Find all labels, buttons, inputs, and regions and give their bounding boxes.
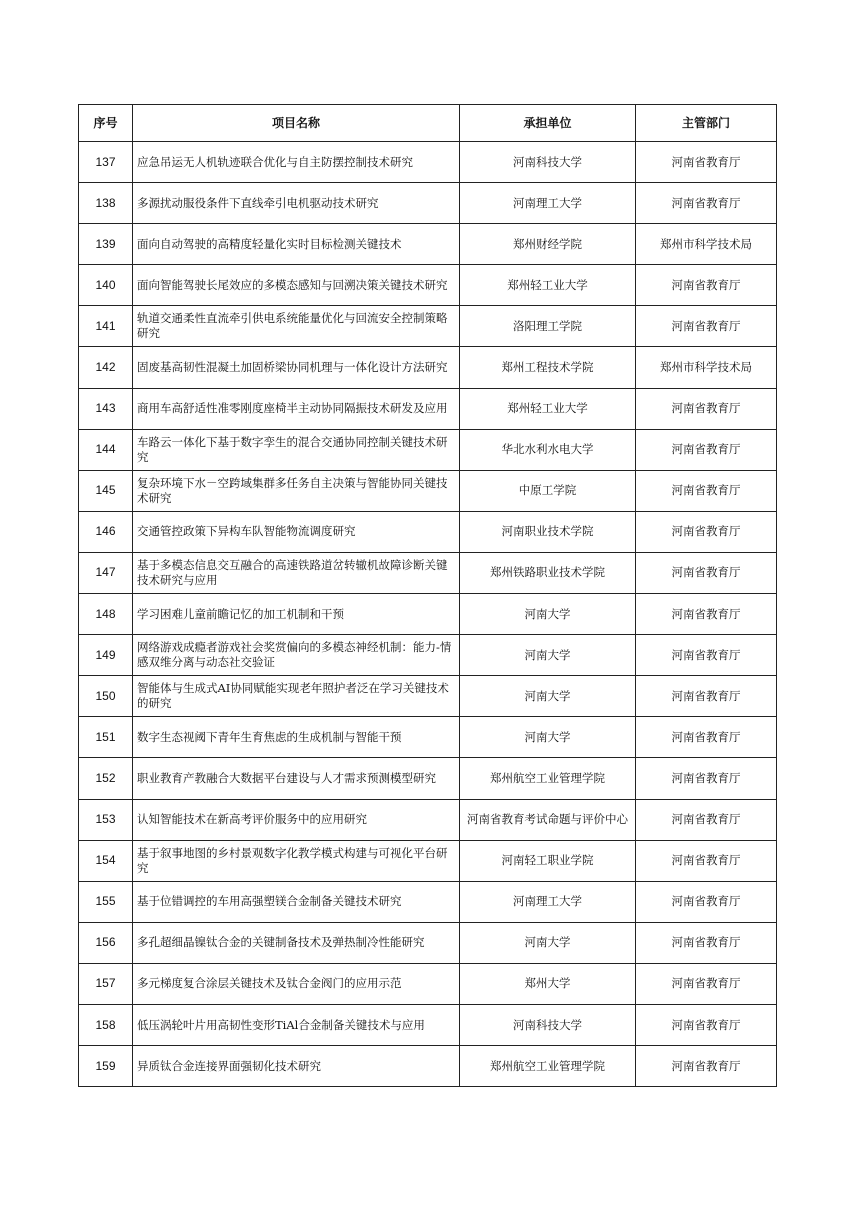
row-undertaking-unit: 华北水利水电大学 xyxy=(460,429,636,470)
row-undertaking-unit: 郑州大学 xyxy=(460,963,636,1004)
header-supervising-dept: 主管部门 xyxy=(636,105,777,142)
row-undertaking-unit: 河南大学 xyxy=(460,922,636,963)
table-row xyxy=(79,676,777,717)
row-undertaking-unit: 河南轻工职业学院 xyxy=(460,840,636,881)
row-project-name: 应急吊运无人机轨迹联合优化与自主防摆控制技术研究 xyxy=(133,142,460,183)
header-undertaking-unit: 承担单位 xyxy=(460,105,636,142)
row-project-name: 复杂环境下水－空跨域集群多任务自主决策与智能协同关键技术研究 xyxy=(133,470,460,511)
row-serial: 148 xyxy=(79,594,133,635)
row-project-name: 车路云一体化下基于数字孪生的混合交通协同控制关键技术研究 xyxy=(133,429,460,470)
row-project-name: 网络游戏成瘾者游戏社会奖赏偏向的多模态神经机制：能力-情感双维分离与动态社交验证 xyxy=(133,635,460,676)
table-row xyxy=(79,347,777,388)
row-supervising-dept: 河南省教育厅 xyxy=(636,429,777,470)
table-row xyxy=(79,1046,777,1087)
table-row xyxy=(79,840,777,881)
row-supervising-dept: 河南省教育厅 xyxy=(636,676,777,717)
row-undertaking-unit: 中原工学院 xyxy=(460,470,636,511)
table-row xyxy=(79,799,777,840)
row-project-name: 学习困难儿童前瞻记忆的加工机制和干预 xyxy=(133,594,460,635)
row-undertaking-unit: 郑州工程技术学院 xyxy=(460,347,636,388)
table-row xyxy=(79,881,777,922)
row-undertaking-unit: 郑州轻工业大学 xyxy=(460,265,636,306)
row-undertaking-unit: 河南大学 xyxy=(460,717,636,758)
row-supervising-dept: 河南省教育厅 xyxy=(636,717,777,758)
table-row xyxy=(79,142,777,183)
row-project-name: 多孔超细晶镍钛合金的关键制备技术及弹热制冷性能研究 xyxy=(133,922,460,963)
row-serial: 141 xyxy=(79,306,133,347)
row-project-name: 智能体与生成式AI协同赋能实现老年照护者泛在学习关键技术的研究 xyxy=(133,676,460,717)
row-undertaking-unit: 河南科技大学 xyxy=(460,142,636,183)
row-serial: 152 xyxy=(79,758,133,799)
table-row xyxy=(79,963,777,1004)
row-project-name: 异质钛合金连接界面强韧化技术研究 xyxy=(133,1046,460,1087)
row-undertaking-unit: 河南科技大学 xyxy=(460,1004,636,1045)
row-supervising-dept: 河南省教育厅 xyxy=(636,594,777,635)
row-supervising-dept: 郑州市科学技术局 xyxy=(636,224,777,265)
row-serial: 150 xyxy=(79,676,133,717)
table-row xyxy=(79,552,777,593)
row-undertaking-unit: 郑州航空工业管理学院 xyxy=(460,758,636,799)
row-supervising-dept: 河南省教育厅 xyxy=(636,183,777,224)
row-project-name: 面向自动驾驶的高精度轻量化实时目标检测关键技术 xyxy=(133,224,460,265)
row-project-name: 低压涡轮叶片用高韧性变形TiAl合金制备关键技术与应用 xyxy=(133,1004,460,1045)
row-undertaking-unit: 河南理工大学 xyxy=(460,881,636,922)
row-project-name: 基于叙事地图的乡村景观数字化教学模式构建与可视化平台研究 xyxy=(133,840,460,881)
row-serial: 147 xyxy=(79,552,133,593)
row-supervising-dept: 河南省教育厅 xyxy=(636,922,777,963)
row-serial: 157 xyxy=(79,963,133,1004)
row-project-name: 轨道交通柔性直流牵引供电系统能量优化与回流安全控制策略研究 xyxy=(133,306,460,347)
row-supervising-dept: 河南省教育厅 xyxy=(636,758,777,799)
row-serial: 143 xyxy=(79,388,133,429)
row-serial: 146 xyxy=(79,511,133,552)
table-body xyxy=(79,142,777,1087)
header-serial: 序号 xyxy=(79,105,133,142)
header-project-name: 项目名称 xyxy=(133,105,460,142)
table-row xyxy=(79,306,777,347)
table-row xyxy=(79,717,777,758)
table-header-row xyxy=(79,105,777,142)
row-serial: 138 xyxy=(79,183,133,224)
row-project-name: 多源扰动服役条件下直线牵引电机驱动技术研究 xyxy=(133,183,460,224)
table-row xyxy=(79,429,777,470)
row-supervising-dept: 河南省教育厅 xyxy=(636,1046,777,1087)
row-undertaking-unit: 河南职业技术学院 xyxy=(460,511,636,552)
row-supervising-dept: 河南省教育厅 xyxy=(636,142,777,183)
row-project-name: 认知智能技术在新高考评价服务中的应用研究 xyxy=(133,799,460,840)
row-supervising-dept: 河南省教育厅 xyxy=(636,799,777,840)
row-serial: 159 xyxy=(79,1046,133,1087)
row-serial: 151 xyxy=(79,717,133,758)
row-undertaking-unit: 河南省教育考试命题与评价中心 xyxy=(460,799,636,840)
row-undertaking-unit: 河南大学 xyxy=(460,676,636,717)
table-row xyxy=(79,922,777,963)
row-project-name: 商用车高舒适性准零刚度座椅半主动协同隔振技术研发及应用 xyxy=(133,388,460,429)
row-project-name: 数字生态视阈下青年生育焦虑的生成机制与智能干预 xyxy=(133,717,460,758)
row-serial: 156 xyxy=(79,922,133,963)
row-supervising-dept: 河南省教育厅 xyxy=(636,265,777,306)
table-row xyxy=(79,511,777,552)
row-supervising-dept: 河南省教育厅 xyxy=(636,388,777,429)
row-project-name: 多元梯度复合涂层关键技术及钛合金阀门的应用示范 xyxy=(133,963,460,1004)
row-undertaking-unit: 郑州轻工业大学 xyxy=(460,388,636,429)
row-serial: 140 xyxy=(79,265,133,306)
row-serial: 155 xyxy=(79,881,133,922)
row-supervising-dept: 河南省教育厅 xyxy=(636,552,777,593)
row-undertaking-unit: 河南大学 xyxy=(460,594,636,635)
row-undertaking-unit: 郑州铁路职业技术学院 xyxy=(460,552,636,593)
row-supervising-dept: 河南省教育厅 xyxy=(636,511,777,552)
row-project-name: 基于多模态信息交互融合的高速铁路道岔转辙机故障诊断关键技术研究与应用 xyxy=(133,552,460,593)
row-serial: 142 xyxy=(79,347,133,388)
table-row xyxy=(79,635,777,676)
table-row xyxy=(79,388,777,429)
row-serial: 158 xyxy=(79,1004,133,1045)
table-row xyxy=(79,183,777,224)
row-supervising-dept: 河南省教育厅 xyxy=(636,963,777,1004)
project-table xyxy=(78,104,777,1087)
row-serial: 154 xyxy=(79,840,133,881)
row-project-name: 基于位错调控的车用高强塑镁合金制备关键技术研究 xyxy=(133,881,460,922)
row-undertaking-unit: 郑州财经学院 xyxy=(460,224,636,265)
table-row xyxy=(79,224,777,265)
row-undertaking-unit: 河南理工大学 xyxy=(460,183,636,224)
table-row xyxy=(79,1004,777,1045)
table-row xyxy=(79,594,777,635)
table-row xyxy=(79,470,777,511)
row-project-name: 固废基高韧性混凝土加固桥梁协同机理与一体化设计方法研究 xyxy=(133,347,460,388)
row-supervising-dept: 河南省教育厅 xyxy=(636,635,777,676)
row-project-name: 交通管控政策下异构车队智能物流调度研究 xyxy=(133,511,460,552)
row-supervising-dept: 郑州市科学技术局 xyxy=(636,347,777,388)
row-serial: 144 xyxy=(79,429,133,470)
row-serial: 137 xyxy=(79,142,133,183)
row-serial: 145 xyxy=(79,470,133,511)
row-supervising-dept: 河南省教育厅 xyxy=(636,1004,777,1045)
row-project-name: 面向智能驾驶长尾效应的多模态感知与回溯决策关键技术研究 xyxy=(133,265,460,306)
row-supervising-dept: 河南省教育厅 xyxy=(636,306,777,347)
row-serial: 153 xyxy=(79,799,133,840)
row-undertaking-unit: 河南大学 xyxy=(460,635,636,676)
row-undertaking-unit: 郑州航空工业管理学院 xyxy=(460,1046,636,1087)
row-serial: 149 xyxy=(79,635,133,676)
row-supervising-dept: 河南省教育厅 xyxy=(636,840,777,881)
table-row xyxy=(79,758,777,799)
row-supervising-dept: 河南省教育厅 xyxy=(636,881,777,922)
row-supervising-dept: 河南省教育厅 xyxy=(636,470,777,511)
row-serial: 139 xyxy=(79,224,133,265)
row-undertaking-unit: 洛阳理工学院 xyxy=(460,306,636,347)
row-project-name: 职业教育产教融合大数据平台建设与人才需求预测模型研究 xyxy=(133,758,460,799)
table-row xyxy=(79,265,777,306)
